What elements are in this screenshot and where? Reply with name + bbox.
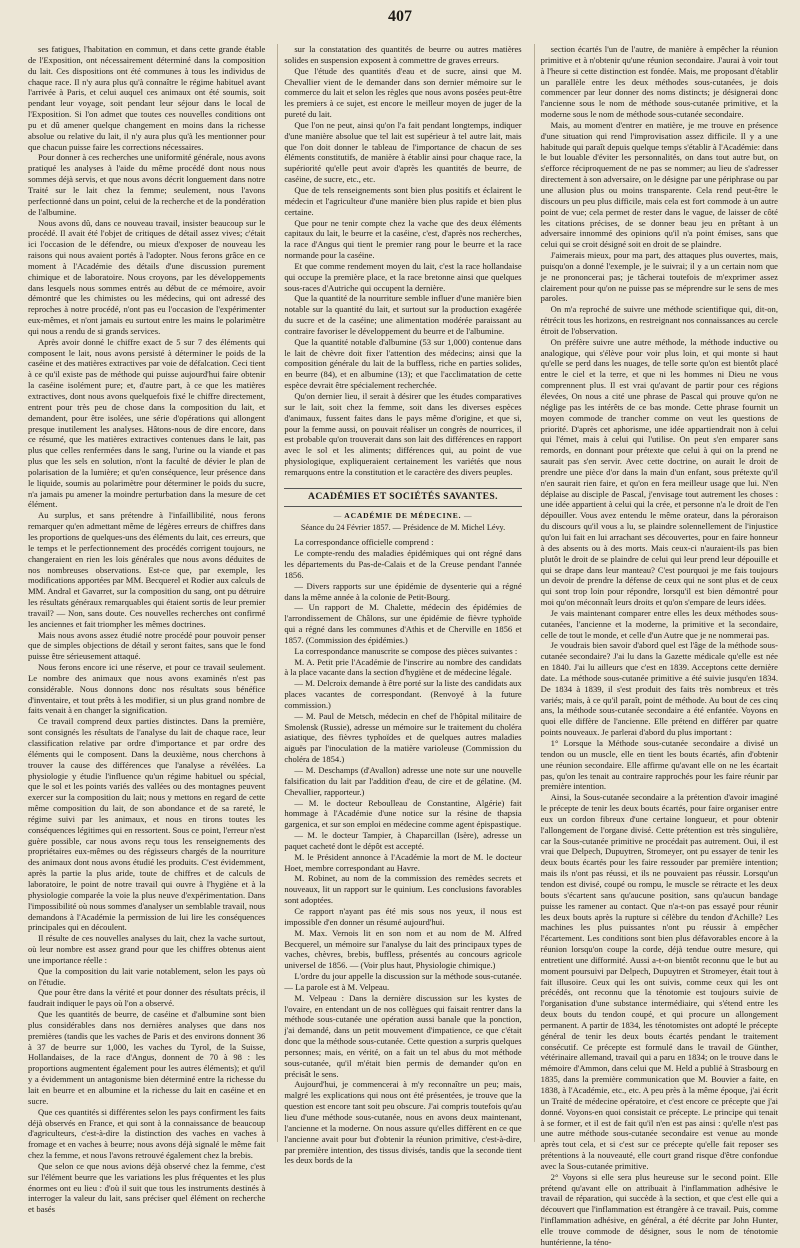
- paragraph: La correspondance officielle comprend :: [294, 537, 434, 548]
- paragraph: — M. le docteur Tampier, à Chaparcillan (Isère), adresse un paquet cacheté dont le dépôt est accepté.: [284, 830, 522, 851]
- column-right: [534, 44, 778, 1247]
- paragraph: Mais, au moment d'entrer en matière, je me trouve en présence d'une situation qui rend l'improvisation assez difficile. Il y a une habitude qui paraît depuis quelque temps s'établir à l'Académie: dans le but louable d'éviter les personnalités, on dans tout autre but, on s'efforce réciproquement de ne pas se nommer; au lieu de s'adresser directement à son adversaire, on le désigne par une périphrase ou par une allusion plus ou moins transparente. Cela rend peut-être le discours un peu plus difficile, mais cela est fort commode à un autre point de vue; cela permet de rester dans le vague, de laisser de côté les citations précises, de se donner beau jeu en prêtant à un adversaire innommé des opinions qu'il n'a point émises, sans que celui qui se croit désigné soit en droit de se plaindre.: [540, 119, 778, 250]
- section-subheading: — ACADÉMIE DE MÉDECINE. —: [284, 511, 521, 522]
- column-middle: [277, 44, 522, 1166]
- paragraph: Nous avons dû, dans ce nouveau travail, insister beaucoup sur le procédé. Il avait été l'objet de critiques de détail assez vives; c'était ici l'occasion de le défendre, ou mieux d'exposer de nouveau les raisons qui nous avaient portés à l'adopter. Nous ferons grâce en ce moment à l'Académie des détails d'une discussion purement chimique et de laboratoire. Nous croyons, par les développements dans lesquels nous sommes entrés au début de ce mémoire, avoir démontré que les chimistes ou les médecins, qui ont adressé des reproches à notre procédé, n'ont pas eu l'occasion de l'expérimenter eux-mêmes, et n'ont jamais eu surtout entre les mains le polarimètre qui nous a rendu de si grands services.: [28, 217, 266, 336]
- paragraph: On préfère suivre une autre méthode, la méthode inductive ou analogique, qui s'élève pour voir plus loin, et qui monte si haut qu'elle se perd dans les nuages, de telle sorte qu'on est bientôt placé entre le ciel et la terre, et que ni les hommes ni Dieu ne vous comprennent plus. Il est vrai qu'avant de partir pour ces régions élevées, On nous a cité une phrase de Pascal qui prouve qu'on ne néglige pas les intérêts de ce bas monde. Cette phrase fournit un moyen commode de trancher comme on veut les questions de priorité. D'après cet aphorisme, une idée appartiendrait non à celui qui l'émet, mais à celui qui l'utilise. On peut s'en emparer sans remords, en donnant pour prétexte que celui à qui on la prend ne saurait pas s'en servir. Avec cette doctrine, on aurait le droit de prendre une pièce d'or dans la main d'un enfant, sous prétexte qu'il n'en saurait rien faire, et qu'on en fera meilleur usage que lui. N'en déplaise au disciple de Pascal, j'envisage tout autrement les choses : une idée appartient à celui qui la crée, et personne n'a le droit de l'en dépouiller. Vous avez entendu le même orateur, dans la péroraison du discours qu'il vous a lu, se plaindre solennellement de l'injustice qu'on lui fait en lui arrachant ses découvertes, pour en faire honneur à des absents ou à des morts. Mais ceux-ci n'auraient-ils pas bien plutôt le droit de se plaindre de celui qui leur prend leur dépouille et qui se drape dans leur manteau? C'est pourquoi je me fais toujours un devoir de prendre la défense de ceux qui ne sont plus et de ceux qui sont trop loin pour répondre, lorsqu'il est bien démontré pour moi qu'on méconnaît leurs droits et qu'on s'empare de leurs idées.: [540, 336, 778, 608]
- page-number: 407: [388, 8, 412, 25]
- paragraph: Que l'on ne peut, ainsi qu'on l'a fait pendant longtemps, indiquer d'une manière absolue que tel lait est supérieur à tel autre lait, mais que l'on doit donner le tableau de l'importance de chacun de ses éléments constitutifs, de manière à établir ainsi pour chaque race, la supériorité qu'elle peut avoir d'après les quantités de beurre, de caséine, de sucre, etc., etc.: [284, 119, 522, 185]
- paragraph: Le compte-rendu des maladies épidémiques qui ont régné dans les départements du Pas-de-Calais et de la Creuse pendant l'année 1856.: [284, 548, 522, 580]
- column-middle-top: [284, 44, 521, 478]
- paragraph: M. Robinet, au nom de la commission des remèdes secrets et nouveaux, lit un rapport sur le quinium. Les conclusions favorables sont adoptées.: [284, 873, 522, 906]
- paragraph: L'ordre du jour appelle la discussion sur la méthode sous-cutanée. — La parole est à M. Velpeau.: [284, 971, 522, 992]
- paragraph: Que l'étude des quantités d'eau et de sucre, ainsi que M. Chevallier vient de le demander dans son dernier mémoire sur le commerce du lait et selon les règles que nous avons posées peut-être les premiers à ce sujet, est encore le meilleur moyen de juger de la pureté du lait.: [284, 65, 522, 120]
- session-line: Séance du 24 Février 1857. — Présidence de M. Michel Lévy.: [300, 523, 506, 533]
- paragraph: — M. Deschamps (d'Avallon) adresse une note sur une nouvelle falsification du lait par l'addition d'eau, de cire et de gélatine. (M. Chevallier, rapporteur.): [284, 765, 522, 797]
- paragraph: Que la quantité notable d'albumine (53 sur 1,000) contenue dans le lait de chèvre doit fixer l'attention des médecins; ainsi que la composition générale du lait de la buffless, riche en parties solides, en beurre (84), et en albumine (13); et que l'acclimatation de cette espèce devrait être spécialement recherchée.: [284, 336, 522, 391]
- paragraph: M. Velpeau : Dans la dernière discussion sur les kystes de l'ovaire, en entendant un de nos collègues qui faisait rentrer dans la méthode sous-cutanée une opération aussi banale que la ponction, j'ai demandé, dans un petit mouvement d'impatience, ce que c'était donc que la méthode sous-cutanée. Cette question a surpris quelques personnes; mais, en vérité, on a fait un tel abus du mot méthode sous-cutanée, qu'il m'était bien permis de demander qu'on en précisât le sens.: [284, 992, 522, 1079]
- paragraph: 2° Voyons si elle sera plus heureuse sur le second point. Elle prétend qu'avant elle on attribuait à l'inflammation adhésive le travail de réparation, qui succède à la section, et que c'est elle qui a découvert que l'inflammation est étrangère à ce travail. Puis, comme l'inflammation adhésive, en général, a été décrite par John Hunter, elle trouve commode de désigner, sous le nom de ténotomie huntérienne, la téno-: [540, 1171, 778, 1247]
- paragraph: Pour donner à ces recherches une uniformité générale, nous avons pratiqué les analyses à l'aide du même procédé dont nous nous sommes déjà servis, et que nous avons décrit longuement dans notre Traité sur le lait chez la femme; seulement, nous l'avons perfectionné dans un point, celui de la recherche et de la pondération de l'albumine.: [28, 152, 266, 217]
- paragraph: Je voudrais bien savoir d'abord quel est l'âge de la méthode sous-cutanée secondaire? J'ai lu dans la Gazette médicale qu'elle est née en 1840. J'ai lu ailleurs que c'est en 1839. Acceptons cette dernière date. La méthode sous-cutanée primitive a été suivie jusqu'en 1834. De 1834 à 1839, il s'est produit des faits très nombreux et très variés; mais, à ce qu'il paraît, point de méthode. Au bout de ces cinq ans, la méthode sous-cutanée secondaire a été enfantée. Voyons en quoi elle diffère de l'ancienne. Elle prétend en différer par quatre points nouveaux. Je parlerai d'abord du plus important :: [540, 640, 778, 738]
- paragraph: Que les quantités de beurre, de caséine et d'albumine sont bien plus considérables dans nos dernières analyses que dans nos premières (tandis que les vaches de Paris et des environs donnent 36 à 37 de beurre sur 1,000, les vaches du Tyrol, de la Suisse, Hollandaises, de la race d'Angus, donnent de 70 à 98 : les proportions augmentent également pour les autres éléments); et qu'il y a évidemment un antagonisme bien déterminé entre la richesse du lait en beurre et en albumine et la richesse du lait en caséine et en sucre.: [28, 1009, 266, 1106]
- paragraph: — Divers rapports sur une épidémie de dysenterie qui a régné dans la même année à la colonie de Petit-Bourg.: [284, 580, 522, 602]
- paragraph: — M. Paul de Metsch, médecin en chef de l'hôpital militaire de Smolensk (Russie), adresse un mémoire sur le traitement du choléra asiatique, des fièvres typhoïdes et de quelques autres maladies aiguës par l'inoculation de la matière varioleuse (Commission du choléra de 1854.): [284, 710, 522, 765]
- paragraph: M. le Président annonce à l'Académie la mort de M. le docteur Hoet, membre correspondant au Havre.: [284, 851, 522, 873]
- paragraph: M. Max. Vernois lit en son nom et au nom de M. Alfred Becquerel, un mémoire sur l'analyse du lait des principaux types de vaches, chèvres, brebis, buffless, présentés au concours agricole universel de 1856. — (Voir plus haut, Physiologie chimique.): [284, 927, 522, 971]
- paragraph: La correspondance manuscrite se compose des pièces suivantes :: [294, 645, 518, 656]
- paragraph: Qu'on dernier lieu, il serait à désirer que les études comparatives sur le lait, soit chez la femme, soit dans les diverses espèces d'animaux, fussent faites dans le pays même d'origine, et que si, pour la femme aussi, on pouvait réaliser un congrès de nourrices, il est probable qu'on trouverait dans son lait des différences en rapport avec le sol et les aliments; différences qui, au point de vue physiologique, expliqueraient certainement les variétés que nous remarquons entre la constitution et le caractère des divers peuples.: [284, 391, 522, 477]
- paragraph: J'aimerais mieux, pour ma part, des attaques plus ouvertes, mais, puisqu'on a donné l'exemple, je le suivrai; il y a un certain nom que je ne prononcerai pas; je tâcherai toutefois de m'exprimer assez clairement pour qu'on ne puisse pas se méprendre sur le sens de mes paroles.: [540, 250, 778, 304]
- paragraph: Que selon ce que nous avions déjà observé chez la femme, c'est sur l'élément beurre que les variations les plus fréquentes et les plus énormes ont eu lieu : d'où il suit que tous les instruments destinés à interroger la valeur du lait, sans préciser quel élément on recherche et basés: [28, 1160, 266, 1215]
- paragraph: M. A. Petit prie l'Académie de l'inscrire au nombre des candidats à la place vacante dans la section d'hygiène et de médecine légale.: [284, 656, 522, 678]
- paragraph: On m'a reproché de suivre une méthode scientifique qui, dit-on, rétrécit tous les horizons, en restreignant nos connaissances au cercle étroit de l'observation.: [540, 304, 778, 336]
- paragraph: sur la constatation des quantités de beurre ou autres matières solides en suspension exposent à commettre de graves erreurs.: [284, 44, 522, 65]
- paragraph: Après avoir donné le chiffre exact de 5 sur 7 des éléments qui composent le lait, nous avons persisté à déterminer le poids de la caséine et des matières extractives par voie de défalcation. Ceci tient à ce qu'il existe pas de méthode qui puisse aujourd'hui faire obtenir la caséine isolément pure; et, d'autre part, à ce que les matières extractives, dont nous avons quelquefois fixé le chiffre directement, entrent pour très peu de chose dans la composition du lait, et demandent, pour être isolées, une série d'opérations qui allongent presque inutilement les analyses. Hâtons-nous de dire encore, dans ce résumé, que les matières extractives contenues dans le lait, pas plus que celles renfermées dans le sang, l'urine ou la viande et pas plus que les sels en solution, n'ont la faculté de dévier le plan de polarisation de la lumière; et qu'en conséquence, leur présence dans le liquide, soumis au polarimètre pour déterminer le poids du sucre, n'a jamais pu amener la moindre perturbation dans la mesure de cet élément.: [28, 336, 266, 510]
- paragraph: Que pour être dans la vérité et pour donner des résultats précis, il faudrait indiquer le pays où l'on a observé.: [28, 987, 266, 1009]
- section-heading: ACADÉMIES ET SOCIÉTÉS SAVANTES.: [284, 488, 521, 507]
- paragraph: 1° Lorsque la Méthode sous-cutanée secondaire a divisé un tendon ou un muscle, elle en tient les bouts écartés, afin d'obtenir une réunion secondaire. Elle affirme qu'avant elle on ne les écartait pas, qu'on les tenait au contraire rapprochés pour les faire réunir par première intention.: [540, 738, 778, 792]
- paragraph: Que pour ne tenir compte chez la vache que des deux éléments capitaux du lait, le beurre et la caséine, c'est, d'après nos recherches, la race d'Angus qui tient le premier rang pour le beurre et la race normande pour la caséine.: [284, 217, 522, 261]
- paragraph: Au surplus, et sans prétendre à l'infaillibilité, nous ferons remarquer qu'en admettant même de légères erreurs de chiffres dans les proportions de quelques-uns des éléments du lait, ces erreurs, que le temps et le perfectionnement des procédés corrigent toujours, ne changeraient en rien les lois générales que nous avons déduites de nos nombreuses observations. Est-ce que, par exemple, les modifications apportées par MM. Becquerel et Rodier aux calculs de MM. Andral et Gavarret, sur la composition du sang, ont pu détruire les résultats généraux remarquables qui étaient sortis de leur premier travail? — Non, sans doute. Ces nouvelles recherches ont confirmé les anciennes et fait triompher les mêmes doctrines.: [28, 510, 266, 629]
- column-left: [28, 44, 266, 1215]
- paragraph: — M. le docteur Reboulleau de Constantine, Algérie) fait hommage à l'Académie d'une notice sur la résine de thapsia gargenica, et sur son emploi en médecine comme agent épispastique.: [284, 797, 522, 830]
- paragraph: Que de tels renseignements sont bien plus positifs et éclairent le médecin et l'agriculteur d'une manière bien plus rapide et bien plus certaine.: [284, 184, 522, 217]
- column-middle-bottom: [284, 537, 521, 1166]
- paragraph: Ainsi, la Sous-cutanée secondaire a la prétention d'avoir imaginé le précepte de tenir les deux bouts écartés, pour faire organiser entre eux un cordon fibreux d'une certaine longueur, et pour obtenir l'allongement de l'organe divisé. Cette prétention est très singulière, car la Sous-cutanée primitive ne procédait pas autrement. Oui, il est vrai que Delpech, Dupuytren, Stromeyer, ont pu essayer de tenir les deux bouts écartés pour les faire ressouder par première intention; mais ils n'ont pas réussi, et ils ne pouvaient pas réussir. Lorsqu'un tendon est divisé, coupé ou rompu, le muscle se rétracte et les deux bouts s'écartent sans qu'aucune position, sans qu'aucun bandage puisse les ramener au contact. Que n'a-t-on pas essayé pour réunir les deux bouts après la rupture si célèbre du tendon d'Achille? Les machines les plus puissantes n'ont pu réussir à empêcher l'écartement. Les conditions sont bien plus défavorables encore à la réunion lorsqu'on coupe la corde, déjà tendue outre mesure, qui entretient une difformité. Aussi a-t-on bientôt reconnu que le but au moment poursuivi par Delpech, Dupuytren et Stromeyer, était tout à fait illusoire. Ceux qui les ont suivis, comme ceux qui les ont précédés, ont reconnu que la ténotomie est toujours suivie de l'organisation d'une substance intermédiaire, qui s'étend entre les deux bouts du tendon coupé, et qui procure un allongement permanent. A partir de 1834, les ténotomistes ont adopté le précepte général de tenir les deux bouts écartés pendant le traitement consécutif. Ce précepte est formulé dans le travail de Günther, vétérinaire allemand, travail qui a paru en 1834; on le trouve dans le mémoire d'Ammon, dans celui que M. Held a publié à Strasbourg en 1835, dans la première communication que M. Bouvier a faite, en 1838, à l'Académie, etc., etc. A peu près à la même époque, j'ai écrit un Traité de médecine opératoire, et c'est encore ce précepte que j'ai donné. Voyons-en quoi consistait ce précepte. Le principe qui tenait à se former, et il est de fait qu'il n'en est pas ainsi : qu'elle n'est pas une autre méthode sous-cutanée secondaire est venue au monde après tout cela, et si c'est sur ce précepte qu'elle fait reposer ses prétentions à la nouveauté, elle court grand risque d'être confondue avec la Sous-cutanée primitive.: [540, 792, 778, 1171]
- paragraph: Que ces quantités si différentes selon les pays confirment les faits déjà observés en France, et qui sont à la connaissance de beaucoup d'agriculteurs, c'est-à-dire la distinction des vaches en vaches à fromage et en vaches à beurre; nous avons déjà signalé le même fait chez la femme, et nous l'avons retrouvé également chez la brebis.: [28, 1106, 266, 1161]
- paragraph: — M. Delcroix demande à être porté sur la liste des candidats aux places vacantes de correspondant. (Renvoyé à la future commission.): [284, 678, 522, 710]
- paragraph: Il résulte de ces nouvelles analyses du lait, chez la vache surtout, où leur nombre est assez grand pour que les chiffres obtenus aient une importance réelle :: [28, 933, 266, 965]
- paragraph: Et que comme rendement moyen du lait, c'est la race hollandaise qui occupe la première place, et la race bretonne ainsi que quelques sous-races d'Autriche qui occupent la dernière.: [284, 260, 522, 293]
- paragraph: — Un rapport de M. Chalette, médecin des épidémies de l'arrondissement de Châlons, sur une épidémie de fièvre typhoïde qui a régné dans les communes d'Athis et de Cherville en 1856 et 1857. (Commission des épidémies.): [284, 602, 522, 645]
- paragraph: Que la composition du lait varie notablement, selon les pays où on l'étudie.: [28, 965, 266, 987]
- text-columns: [28, 44, 778, 1247]
- paragraph: Nous ferons encore ici une réserve, et pour ce travail seulement. Le nombre des animaux que nous avons examinés n'est pas considérable. Nous donnons donc nos résultats sous bénéfice d'inventaire, et tout prêts à les modifier, si un plus grand nombre de faits venait à en changer la signification.: [28, 662, 266, 716]
- paragraph: section écartés l'un de l'autre, de manière à empêcher la réunion primitive et à n'obtenir qu'une réunion secondaire. J'aurai à voir tout à l'heure si cette distinction est fondée. Mais, me proposant d'établir un parallèle entre les deux méthodes sous-cutanées, je dois commencer par leur donner des noms distincts; je désignerai donc l'ancienne sous le nom de méthode sous-cutanée primitive, et la moderne sous le nom de méthode sous-cutanée secondaire.: [540, 44, 778, 120]
- paragraph: Je vais maintenant comparer entre elles les deux méthodes sous-cutanées, l'ancienne et la moderne, la primitive et la secondaire, celle de tout le monde, et celle d'un Autre que je ne nommerai pas.: [540, 607, 778, 640]
- paragraph: Ce rapport n'ayant pas été mis sous nos yeux, il nous est impossible d'en donner un résumé aujourd'hui.: [284, 905, 522, 927]
- paragraph: ses fatigues, l'habitation en commun, et dans cette grande étable de l'Exposition, ont nécessairement déterminé dans la composition du lait. Ces dispositions ont été communes à tous les individus de chaque race. Il n'y aura plus qu'à connaître le régime habituel avant l'arrivée à Paris, et celui auquel ces animaux ont été soumis, soit pendant leur voyage, soit pendant leur séjour dans le local de l'Exposition. Si l'on admet que toutes ces nouvelles conditions ont pu et dû amener quelque changement en moins dans la richesse absolue ou relative du lait, il n'y aura plus qu'à les mentionner pour que chacun puisse faire les corrections nécessaires.: [28, 44, 266, 152]
- paragraph: Que la quantité de la nourriture semble influer d'une manière bien notable sur la quantité du lait, et surtout sur la production exagérée du sucre et de la caséine; une alimentation modérée paraissant au contraire favoriser le développement du beurre et de l'albumine.: [284, 293, 522, 336]
- paragraph: Aujourd'hui, je commencerai à m'y reconnaître un peu; mais, malgré les explications qui nous ont été présentées, je trouve que la question est encore tant soit peu obscure. J'ai compris toutefois qu'au lieu d'une méthode sous-cutanée, nous en avons deux maintenant, l'ancienne et la moderne. On nous assure qu'elles diffèrent en ce que l'ancienne avait pour but d'obtenir la réunion primitive, c'est-à-dire, par première intention, des tissus divisés, tandis que la seconde tient les deux bords de la: [284, 1079, 522, 1166]
- paragraph: Mais nous avons assez étudié notre procédé pour pouvoir penser que de simples objections de détail y seront faites, sans que le fond puisse être sérieusement attaqué.: [28, 629, 266, 662]
- paragraph: Ce travail comprend deux parties distinctes. Dans la première, sont consignés les résultats de l'analyse du lait de chaque race, leur classification relative par ordre d'importance et par ordre des éléments qui le composent. Dans la deuxième, nous cherchons à trouver la cause des différences que l'analyse a révélées. La physiologie y étudie l'influence qu'un régime habituel ou spécial, que le sol et les points variés des vallées ou des montagnes peuvent exercer sur la composition du lait; nous y mettons en regard de cette même composition du lait, de son abondance et de sa rareté, le régime suivi par les animaux, et nous en tirons toutes les conséquences légitimes qui en ressortent. Sous ce point, l'erreur n'est guère possible, car nous avons reçu tous les renseignements des propriétaires eux-mêmes ou des régisseurs chargés de la nourriture des animaux dont nous avons étudié les produits. C'est évidemment, après la partie la plus aride, toute de chiffres et de calculs de laboratoire, le point de notre travail qui ouvre à l'hygiène et à la physiologie comparée la voie la plus neuve d'expérimentation. Dans l'impossibilité où nous sommes d'analyser un semblable travail, nous demandons à l'Académie la permission de lui lire les conséquences principales qui en découlent.: [28, 716, 266, 933]
